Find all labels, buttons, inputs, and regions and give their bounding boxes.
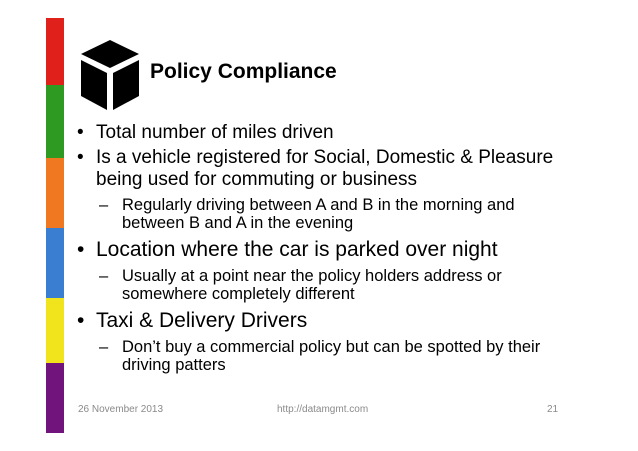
- bullet-item: [77, 147, 567, 191]
- stripe-orange: [46, 158, 64, 228]
- dash-glyph: –: [99, 338, 109, 356]
- stripe-purple: [46, 363, 64, 433]
- bullet-text: Total number of miles driven: [96, 122, 334, 143]
- dash-glyph: –: [99, 196, 109, 214]
- bullet-glyph: •: [77, 309, 85, 332]
- sub-bullet-item: [77, 196, 567, 232]
- stripe-red: [46, 18, 64, 85]
- dash-glyph: –: [99, 267, 109, 285]
- bullet-text: Is a vehicle registered for Social, Domestic & Pleasure being used for commuting or business: [96, 147, 554, 190]
- stripe-blue: [46, 228, 64, 298]
- sub-bullet-text: Regularly driving between A and B in the morning and between B and A in the evening: [122, 196, 515, 232]
- page-number: 21: [547, 404, 559, 415]
- cube-icon: [79, 38, 141, 112]
- footer-url[interactable]: http://datamgmt.com: [277, 404, 369, 415]
- sub-bullet-text: Usually at a point near the policy holders address or somewhere completely different: [122, 267, 502, 303]
- bullet-glyph: •: [77, 147, 84, 168]
- bullet-text: Taxi & Delivery Drivers: [96, 309, 308, 332]
- bullet-item: [77, 122, 567, 144]
- bullet-glyph: •: [77, 238, 85, 261]
- footer-date: 26 November 2013: [78, 404, 164, 415]
- sub-bullet-item: [77, 338, 567, 374]
- sub-bullet-item: [77, 267, 567, 303]
- bullet-item: [77, 238, 567, 262]
- slide-title: Policy Compliance: [150, 60, 337, 83]
- stripe-yellow: [46, 298, 64, 363]
- bullet-text: Location where the car is parked over night: [96, 238, 498, 261]
- sub-bullet-text: Don’t buy a commercial policy but can be spotted by their driving patters: [122, 338, 541, 374]
- stripe-green: [46, 85, 64, 158]
- bullet-glyph: •: [77, 122, 84, 143]
- bullet-item: [77, 309, 567, 333]
- bullet-list: [77, 119, 567, 374]
